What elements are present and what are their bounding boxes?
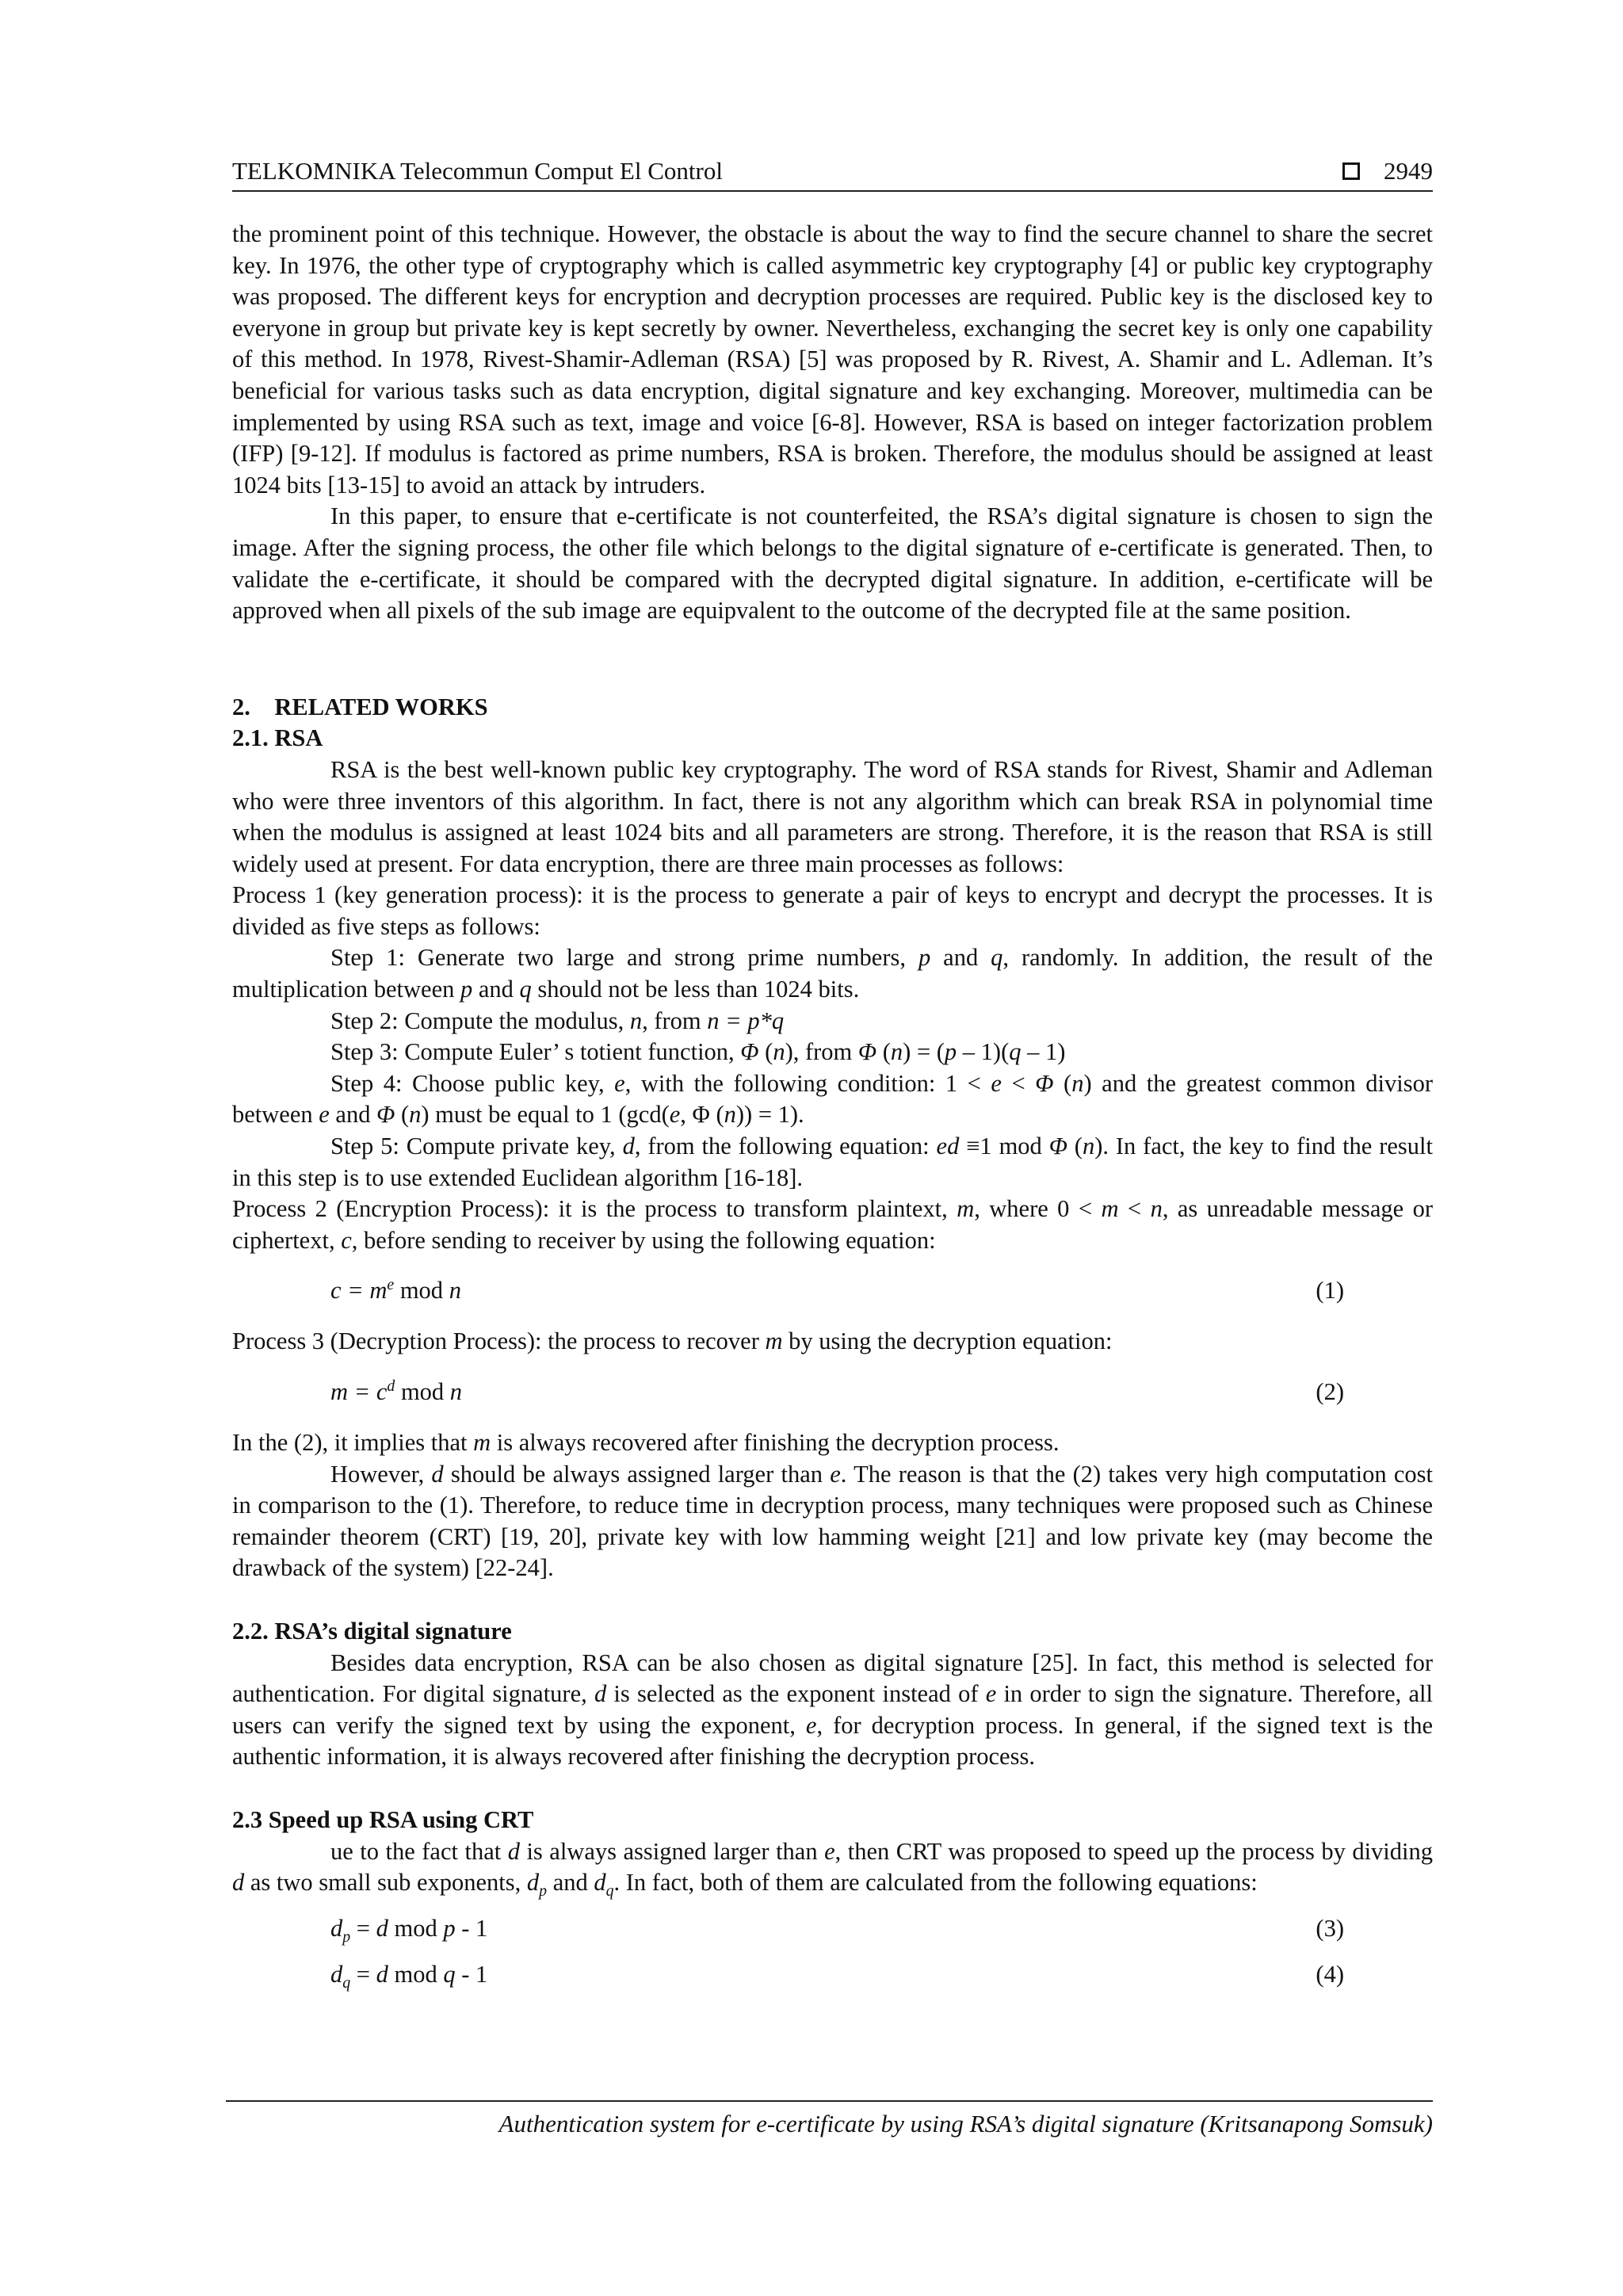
process-2: Process 2 (Encryption Process): it is the process to transform plaintext, m, where 0 < m < n, as unreadable message or ciphertext, c, before sending to receiver by using the following equation: [232, 1195, 1434, 1254]
paragraph: ue to the fact that d is always assigned larger than e, then CRT was proposed to speed up the process by dividing d as two small sub exponents, $d_p$ and $d_q$. In fact, both of them are calculated from the following equations: [232, 1837, 1433, 1901]
step-4: Step 4: Choose public key, e, with the following condition: 1 < e < Φ (n) and the greatest common divisor between e and Φ (n) must be equal to 1 (gcd(e, Φ (n)) = 1). [232, 1069, 1433, 1129]
step-3: Step 3: Compute Euler’ s totient function, Φ (n), from Φ (n) = (p – 1)(q – 1) [330, 1038, 1066, 1066]
page-body [232, 219, 1433, 2005]
paragraph: In this paper, to ensure that e-certificate is not counterfeited, the RSA’s digital signature is chosen to sign the image. After the signing process, the other file which belongs to the digital signature of e-certificate is generated. Then, to validate the e-certificate, it should be compared with the decrypted digital signature. In addition, e-certificate will be approved when all pixels of the sub image are equipvalent to the outcome of the decrypted file at the same position. [232, 502, 1433, 625]
paragraph: However, d should be always assigned larger than e. The reason is that the (2) takes very high computation cost in comparison to the (1). Therefore, to reduce time in decryption process, many techniques were proposed such as Chinese remainder theorem (CRT) [19, 20], private key with low hamming weight [21] and low private key (may become the drawback of the system) [22-24]. [232, 1460, 1434, 1582]
equation-number: (3) [1316, 1914, 1344, 1942]
section-heading [232, 692, 1433, 724]
running-header [232, 154, 1433, 192]
equation-4: $d_q = d$ mod q - 1 (4) [330, 1960, 1344, 1992]
subsection-heading: 2.2. RSA’s digital signature [232, 1617, 512, 1645]
step-2: Step 2: Compute the modulus, n, from n = p*q [330, 1007, 785, 1034]
paragraph: In the (2), it implies that m is always recovered after finishing the decryption process. [232, 1429, 1060, 1456]
equation-number: (4) [1316, 1960, 1344, 1988]
paragraph: RSA is the best well-known public key cryptography. The word of RSA stands for Rivest, Shamir and Adleman who were three inventors of this algorithm. In fact, there is not any algorithm which can break RSA in polynomial time when the modulus is assigned at least 1024 bits and all parameters are strong. Therefore, it is the reason that RSA is still widely used at present. For data encryption, there are three main processes as follows: [232, 755, 1433, 877]
step-5: Step 5: Compute private key, d, from the following equation: ed ≡1 mod Φ (n). In fact, the key to find the result in this step is to use extended Euclidean algorithm [16-18]. [232, 1133, 1433, 1191]
process-3: Process 3 (Decryption Process): the process to recover m by using the decryption equation: [232, 1328, 1113, 1355]
paragraph: Besides data encryption, RSA can be also chosen as digital signature [25]. In fact, this method is selected for authentication. For digital signature, d is selected as the exponent instead of e in order to sign the signature. Therefore, all users can verify the signed text by using the exponent, e, for decryption process. In general, if the signed text is the authentic information, it is always recovered after finishing the decryption process. [232, 1648, 1433, 1771]
paragraph: the prominent point of this technique. However, the obstacle is about the way to find the secure channel to share the secret key. In 1976, the other type of cryptography which is called asymmetric key cryptography [4] or public key cryptography was proposed. The different keys for encryption and decryption processes are required. Public key is the disclosed key to everyone in group but private key is kept secretly by owner. Nevertheless, exchanging the secret key is only one capability of this method. In 1978, Rivest-Shamir-Adleman (RSA) [5] was proposed by R. Rivest, A. Shamir and L. Adleman. It’s beneficial for various tasks such as data encryption, digital signature and key exchanging. Moreover, multimedia can be implemented by using RSA such as text, image and voice [6-8]. However, RSA is based on integer factorization problem (IFP) [9-12]. If modulus is factored as prime numbers, RSA is broken. Therefore, the modulus should be assigned at least 1024 bits [13-15] to avoid an attack by intruders. [232, 220, 1433, 499]
journal-title: TELKOMNIKA Telecommun Comput El Control [232, 157, 723, 185]
checkbox-icon [1342, 162, 1360, 180]
section-title: RELATED WORKS [274, 693, 488, 720]
subsection-heading: 2.3 Speed up RSA using CRT [232, 1805, 534, 1833]
page-number: 2949 [1384, 157, 1433, 185]
equation-2: $m = c^d$ mod n (2) [232, 1377, 1433, 1408]
equation-1: $c = m^e$ mod n (1) [232, 1275, 1433, 1307]
equation-3: $d_p = d$ mod p - 1 (3) [330, 1914, 1344, 1946]
running-footer: Authentication system for e-certificate by using RSA’s digital signature (Kritsanapong Somsuk) [226, 2100, 1433, 2140]
equation-number: (2) [1316, 1378, 1344, 1405]
equation-number: (1) [1316, 1277, 1344, 1305]
step-1: Step 1: Generate two large and strong prime numbers, p and q, randomly. In addition, the result of the multiplication between p and q should not be less than 1024 bits. [232, 944, 1433, 1003]
subsection-heading: 2.1. RSA [232, 724, 323, 752]
section-number: 2. [232, 693, 250, 720]
header-right [1342, 154, 1433, 189]
paragraph: Process 1 (key generation process): it is the process to generate a pair of keys to encrypt and decrypt the processes. It is divided as five steps as follows: [232, 881, 1433, 940]
